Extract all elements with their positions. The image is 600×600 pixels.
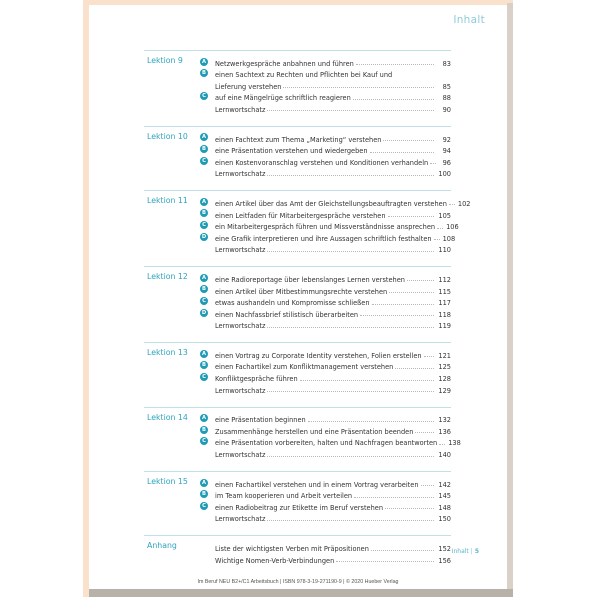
entry-title: Lernwortschatz xyxy=(215,170,266,179)
section-entries xyxy=(201,541,451,564)
toc-section xyxy=(144,471,451,535)
section-entries xyxy=(201,348,451,394)
footer-page-number: 5 xyxy=(474,548,479,555)
entry-page-number: 148 xyxy=(438,503,451,512)
entry-page-number: 83 xyxy=(442,59,451,68)
toc-section xyxy=(144,342,451,406)
section-letter-badge-icon: B xyxy=(200,361,208,369)
section-label: Lektion 12 xyxy=(147,272,188,282)
dot-leader xyxy=(372,304,434,305)
section-letter-badge-icon: A xyxy=(201,58,206,65)
dot-leader xyxy=(283,87,434,88)
dot-leader xyxy=(371,550,434,551)
entry-title: Netzwerkgespräche anbahnen und führen xyxy=(215,59,354,68)
toc-entry[interactable] xyxy=(201,79,451,91)
toc-entry[interactable] xyxy=(201,447,451,459)
section-letter-badge-icon: B xyxy=(200,69,208,77)
section-letter-badge-icon: B xyxy=(200,285,208,293)
section-letter-badge-icon: A xyxy=(201,350,206,357)
section-letter-badge-icon: C xyxy=(200,92,208,100)
entry-title: eine Radioreportage über lebenslanges Lernen verstehen xyxy=(215,275,405,284)
toc-entry[interactable] xyxy=(201,284,451,296)
section-letter-badge-icon: C xyxy=(200,502,208,510)
page-header-title: Inhalt xyxy=(453,14,485,26)
entry-page-number: 142 xyxy=(438,480,451,489)
entry-title: auf eine Mängelrüge schriftlich reagieren xyxy=(215,94,351,103)
toc-entry[interactable] xyxy=(201,155,451,167)
toc-section xyxy=(144,50,451,126)
footer-copyright: Im Beruf NEU B2+/C1 Arbeitsbuch | ISBN 978-3-19-271190-9 | © 2020 Hueber Verlag xyxy=(197,579,399,585)
section-entries xyxy=(201,272,451,330)
entry-title: eine Präsentation verstehen und wiedergeben xyxy=(215,147,368,156)
section-letter-badge-icon: B xyxy=(200,209,208,217)
toc-entry[interactable] xyxy=(201,541,451,553)
toc-entry[interactable] xyxy=(201,413,451,425)
section-letter-badge-icon: C xyxy=(200,373,208,381)
entry-page-number: 92 xyxy=(442,135,451,144)
entry-page-number: 108 xyxy=(442,234,456,243)
dot-leader xyxy=(421,485,435,486)
dot-leader xyxy=(267,327,434,328)
toc-entry[interactable] xyxy=(201,371,451,383)
entry-title: einen Kostenvoranschlag verstehen und Konditionen verhandeln xyxy=(215,158,429,167)
entry-page-number: 150 xyxy=(438,515,451,524)
entry-title: einen Leitfaden für Mitarbeitergespräche verstehen xyxy=(215,211,386,220)
dot-leader xyxy=(434,239,440,240)
entry-title: Lernwortschatz xyxy=(215,386,266,395)
dot-leader xyxy=(395,368,434,369)
dot-leader xyxy=(424,356,434,357)
entry-page-number: 115 xyxy=(438,287,451,296)
dot-leader xyxy=(267,456,434,457)
footer-section-label: Inhalt xyxy=(451,548,469,555)
entry-title: ein Mitarbeitergespräch führen und Missverständnisse ansprechen xyxy=(215,223,436,232)
toc-entry[interactable] xyxy=(201,167,451,179)
entry-title: Zusammenhänge herstellen und eine Präsentation beenden xyxy=(215,427,414,436)
section-label: Anhang xyxy=(147,541,177,551)
section-letter-badge-icon: D xyxy=(201,309,207,316)
toc-entry[interactable] xyxy=(201,91,451,103)
entry-title: Lernwortschatz xyxy=(215,322,266,331)
section-label: Lektion 14 xyxy=(147,412,188,422)
dot-leader xyxy=(308,421,434,422)
entry-title: einen Fachartikel verstehen und in einem Vortrag verarbeiten xyxy=(215,480,419,489)
section-letter-badge-icon: B xyxy=(200,145,208,153)
footer-page-nav xyxy=(452,548,479,555)
toc-entry[interactable] xyxy=(201,360,451,372)
toc-entry[interactable] xyxy=(201,436,461,448)
entry-title: einen Fachtext zum Thema „Marketing“ verstehen xyxy=(215,135,382,144)
entry-title: Wichtige Nomen-Verb-Verbindungen xyxy=(215,556,335,565)
dot-leader xyxy=(370,152,434,153)
entry-page-number: 140 xyxy=(438,451,451,460)
entry-title: einen Fachartikel zum Konfliktmanagement verstehen xyxy=(215,363,394,372)
entry-title: Lieferung verstehen xyxy=(215,82,282,91)
section-label: Lektion 11 xyxy=(147,196,188,206)
document-page xyxy=(89,5,507,589)
entry-title: einen Vortrag zu Corporate Identity verstehen, Folien erstellen xyxy=(215,351,422,360)
section-letter-badge-icon: D xyxy=(201,233,207,240)
toc-entry[interactable] xyxy=(201,220,459,232)
entry-title: einen Artikel über das Amt der Gleichstellungsbeauftragten verstehen xyxy=(215,199,447,208)
page-shadow-right xyxy=(507,3,513,597)
entry-page-number: 88 xyxy=(442,94,451,103)
entry-title: Lernwortschatz xyxy=(215,451,266,460)
section-label: Lektion 13 xyxy=(147,348,188,358)
dot-leader xyxy=(415,432,434,433)
dot-leader xyxy=(385,508,434,509)
entry-page-number: 156 xyxy=(438,556,451,565)
entry-page-number: 117 xyxy=(438,299,451,308)
dot-leader xyxy=(449,204,455,205)
toc-entry[interactable] xyxy=(201,424,451,436)
section-letter-badge-icon: A xyxy=(201,198,206,205)
toc-entry[interactable] xyxy=(201,500,451,512)
entry-page-number: 100 xyxy=(438,170,451,179)
dot-leader xyxy=(354,497,434,498)
dot-leader xyxy=(383,140,434,141)
dot-leader xyxy=(336,561,434,562)
entry-page-number: 106 xyxy=(446,223,459,232)
dot-leader xyxy=(353,99,434,100)
toc-entry[interactable] xyxy=(201,307,451,319)
toc-entry[interactable] xyxy=(201,477,451,489)
dot-leader xyxy=(267,391,434,392)
entry-page-number: 129 xyxy=(438,386,451,395)
section-letter-badge-icon: C xyxy=(200,221,208,229)
entry-page-number: 138 xyxy=(448,439,461,448)
entry-title: eine Grafik interpretieren und ihre Aussagen schriftlich festhalten xyxy=(215,234,432,243)
entry-page-number: 94 xyxy=(442,147,451,156)
toc-entry[interactable] xyxy=(201,383,451,395)
toc-entry[interactable] xyxy=(201,68,451,80)
footer-separator: | xyxy=(470,548,473,555)
toc-entry[interactable] xyxy=(201,102,451,114)
entry-page-number: 136 xyxy=(438,427,451,436)
section-letter-badge-icon: A xyxy=(201,274,206,281)
section-entries xyxy=(201,56,451,114)
section-entries xyxy=(201,132,451,178)
section-entries xyxy=(201,413,461,460)
dot-leader xyxy=(300,380,434,381)
toc-entry[interactable] xyxy=(201,231,456,243)
entry-title: im Team kooperieren und Arbeit verteilen xyxy=(215,492,353,501)
entry-title: eine Präsentation beginnen xyxy=(215,416,306,425)
section-letter-badge-icon: C xyxy=(200,157,208,165)
entry-page-number: 102 xyxy=(457,199,471,208)
dot-leader xyxy=(407,280,434,281)
toc-entry[interactable] xyxy=(201,489,451,501)
dot-leader xyxy=(356,64,434,65)
entry-title: etwas aushandeln und Kompromisse schließen xyxy=(215,299,370,308)
dot-leader xyxy=(360,315,434,316)
entry-page-number: 152 xyxy=(438,545,451,553)
entry-title: einen Sachtext zu Rechten und Pflichten bei Kauf und xyxy=(215,71,393,80)
toc-entry[interactable] xyxy=(201,243,451,255)
entry-page-number: 128 xyxy=(438,375,451,384)
toc-entry[interactable] xyxy=(201,132,451,144)
entry-title: Konfliktgespräche führen xyxy=(215,375,298,384)
entry-page-number: 96 xyxy=(442,158,451,167)
dot-leader xyxy=(439,444,445,445)
entry-page-number: 125 xyxy=(438,363,451,372)
entry-page-number: 121 xyxy=(438,351,451,360)
entry-title: eine Präsentation vorbereiten, halten und Nachfragen beantworten xyxy=(215,439,438,448)
dot-leader xyxy=(389,292,434,293)
entry-title: einen Artikel über Mitbestimmungsrechte verstehen xyxy=(215,287,388,296)
section-label: Lektion 15 xyxy=(147,477,188,487)
toc-section xyxy=(144,126,451,190)
entry-page-number: 112 xyxy=(438,275,451,284)
entry-title: Lernwortschatz xyxy=(215,515,266,524)
toc-entry[interactable] xyxy=(201,296,451,308)
entry-page-number: 119 xyxy=(438,322,451,331)
toc-section xyxy=(144,190,471,266)
toc-section xyxy=(144,535,451,576)
entry-page-number: 85 xyxy=(442,82,451,91)
section-letter-badge-icon: A xyxy=(201,134,206,141)
entry-page-number: 132 xyxy=(438,416,451,425)
section-entries xyxy=(201,196,471,255)
entry-page-number: 90 xyxy=(442,105,451,114)
dot-leader xyxy=(388,216,434,217)
toc-entry[interactable] xyxy=(201,512,451,524)
dot-leader xyxy=(430,163,436,164)
toc-entry[interactable] xyxy=(201,348,451,360)
entry-page-number: 105 xyxy=(438,211,451,220)
entry-title: Liste der wichtigsten Verben mit Präpositionen xyxy=(215,545,369,553)
section-letter-badge-icon: A xyxy=(201,415,206,422)
section-letter-badge-icon: A xyxy=(201,479,206,486)
entry-title: einen Radiobeitrag zur Etikette im Beruf verstehen xyxy=(215,503,384,512)
section-letter-badge-icon: B xyxy=(200,426,208,434)
entry-page-number: 110 xyxy=(438,246,451,255)
page-shadow-bottom xyxy=(89,589,513,597)
section-entries xyxy=(201,477,451,523)
toc-entry[interactable] xyxy=(201,272,451,284)
toc-entry[interactable] xyxy=(201,196,471,208)
toc-entry[interactable] xyxy=(201,553,451,565)
dot-leader xyxy=(437,228,443,229)
toc-section xyxy=(144,266,451,342)
dot-leader xyxy=(267,110,434,111)
dot-leader xyxy=(267,175,434,176)
toc-section xyxy=(144,407,461,471)
section-label: Lektion 9 xyxy=(147,56,183,65)
entry-page-number: 118 xyxy=(438,310,451,319)
entry-page-number: 145 xyxy=(438,492,451,501)
entry-title: einen Nachfassbrief stilistisch überarbeiten xyxy=(215,310,359,319)
section-label: Lektion 10 xyxy=(147,131,188,141)
section-letter-badge-icon: B xyxy=(200,490,208,498)
toc-entry[interactable] xyxy=(201,208,451,220)
dot-leader xyxy=(267,251,434,252)
section-letter-badge-icon: C xyxy=(200,297,208,305)
toc-entry[interactable] xyxy=(201,56,451,68)
toc-entry[interactable] xyxy=(201,319,451,331)
dot-leader xyxy=(267,520,434,521)
entry-title: Lernwortschatz xyxy=(215,105,266,114)
toc-entry[interactable] xyxy=(201,144,451,156)
entry-title: Lernwortschatz xyxy=(215,246,266,255)
section-letter-badge-icon: C xyxy=(200,437,208,445)
